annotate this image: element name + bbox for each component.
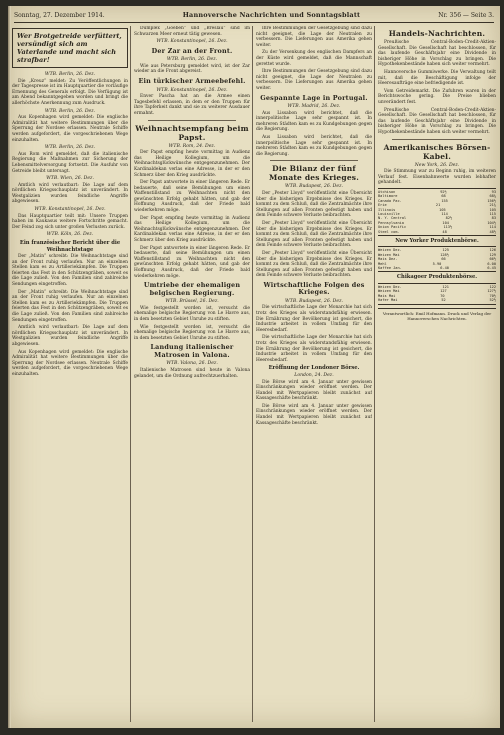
dateline: WTB. Budapest, 26. Dez.: [285, 298, 343, 304]
article-text: Der „Pester Lloyd“ veröffentlicht eine Übersicht über die bisherigen Ergebnisse des Krieges. Er kommt zu dem Schluß, daß die Zentralmächte ihre Stellungen auf allen Fronten gefestigt haben und dem Feinde schwere Verluste beibrachten.: [256, 220, 372, 249]
table-cell: Mais Dez.: [378, 257, 398, 262]
article-text: Ihre Bestimmungen der Gesetzgebung sind dazu nicht geeignet, die Lage der Neutralen zu verbessern. Die Lieferungen aus Amerika gehen weiter.: [256, 26, 372, 48]
produce-quote-table: [378, 246, 496, 272]
table-cell: 66: [441, 257, 446, 262]
dateline: WTB. Wien, 26. Dez.: [46, 176, 94, 182]
dateline: WTB. Konstantinopel, 26. Dez.: [156, 87, 228, 93]
column-rule: [130, 26, 131, 722]
section-headline: Handels-Nachrichten.: [388, 29, 486, 38]
article-text: Preußische Central-Boden-Credit-Aktien-Gesellschaft. Die Gesellschaft hat beschlossen, für das laufende Geschäftsjahr eine Dividende in bisheriger Höhe in Vorschlag zu bringen. Die Hypothekenbestände haben sich weiter vermehrt.: [378, 40, 496, 68]
section-separator: [392, 139, 482, 140]
table-cell: Atchison: [378, 189, 396, 194]
table-cell: 104½: [487, 220, 496, 225]
section-separator: [270, 160, 358, 161]
table-cell: Pennsylvania: [378, 220, 404, 225]
dateline: WTB. Konstantinopel, 26. Dez.: [156, 39, 228, 45]
table-cell: 6.45: [487, 266, 496, 271]
article-text: Der Papst antwortete in einer längeren Rede. Er bedauerte, daß seine Bemühungen um einen Waffenstillstand zu Weihnachten nicht den gewünschten Erfolg gehabt hätten, und gab der Hoffnung Ausdruck, daß der Friede bald wiederkehren möge.: [134, 245, 250, 279]
article-text: Der „Pester Lloyd“ veröffentlicht eine Übersicht über die bisherigen Ergebnisse des Krieges. Er kommt zu dem Schluß, daß die Zentralmächte ihre Stellungen auf allen Fronten gefestigt haben und dem Feinde schwere Verluste beibrachten.: [256, 190, 372, 219]
dateline: WTB. Madrid, 26. Dez.: [287, 104, 341, 110]
article-text: Der Papst antwortete in einer längeren Rede. Er bedauerte, daß seine Bemühungen um einen Waffenstillstand zu Weihnachten nicht den gewünschten Erfolg gehabt hätten, und gab der Hoffnung Ausdruck, daß der Friede bald wiederkehren möge.: [134, 180, 250, 214]
masthead: Hannoversche Nachrichten und Sonntagsblatt: [182, 11, 361, 19]
running-head: [14, 8, 494, 23]
article-headline: Der Zar an der Front.: [151, 46, 233, 55]
table-cell: 156½: [487, 198, 496, 203]
table-cell: 129: [489, 252, 496, 257]
article-headline: Wirtschaftliche Folgen des Krieges.: [263, 280, 365, 297]
article-headline: Eröffnung der Londoner Börse.: [268, 365, 360, 372]
article-headline: Die Bilanz der fünf Monate des Krieges.: [268, 164, 360, 183]
table-cell: 126: [489, 248, 496, 253]
article-text: Die Stimmung war zu Beginn ruhig, im weiteren Verlauf fest. Eisenbahnwerte wurden lebhafter gehandelt.: [378, 169, 496, 186]
article-text: Italienische Matrosen sind heute in Valona gelandet, um die Ordnung aufrechtzuerhalten.: [134, 367, 250, 379]
table-cell: 66½: [489, 257, 496, 262]
article-text: Die wirtschaftliche Lage der Monarchie hat sich trotz des Krieges als widerstandsfähig erwiesen. Die Ernährung der Bevölkerung ist gesichert, die Industrie arbeitet in vollem Umfang für den Heeresbedarf.: [256, 305, 372, 333]
table-cell: Canada Pac.: [378, 198, 402, 203]
article-text: Die Börse wird am 4. Januar unter gewissen Einschränkungen wieder eröffnet werden. Der Handel mit Wertpapieren bleibt zunächst auf Kassageschäfte beschränkt.: [256, 403, 372, 426]
table-cell: 105: [489, 207, 496, 212]
column-4: [378, 26, 496, 722]
column-3: [256, 26, 372, 722]
table-cell: Louisville: [378, 211, 400, 216]
article-text: Der „Pester Lloyd“ veröffentlicht eine Übersicht über die bisherigen Ergebnisse des Krieges. Er kommt zu dem Schluß, daß die Zentralmächte ihre Stellungen auf allen Fronten gefestigt haben und dem Feinde schwere Verluste beibrachten.: [256, 250, 372, 279]
table-headline: Chikagoer Produktenbörse.: [396, 274, 478, 281]
table-cell: 121: [442, 284, 449, 289]
dateline: New York, 26. Dez.: [414, 162, 460, 168]
dateline: WTB. Konstantinopel, 26. Dez.: [34, 207, 106, 213]
article-text: Zu der Versenkung des englischen Dampfers an der Küste wird gemeldet, daß die Mannschaft gerettet wurde.: [256, 50, 372, 67]
article-text: Der „Matin“ schreibt: Die Weihnachtstage sind an der Front ruhig verlaufen. Nur an einzelnen Stellen kam es zu Artilleriekämpfen. Die Truppen feierten das Fest in den Schützengräben, soweit es die Lage zuließ. Von den Familien sind zahlreiche Sendungen eingetroffen.: [12, 289, 128, 323]
article-text: Das Hauptquartier teilt mit: Unsere Truppen haben im Kaukasus weitere Fortschritte gemacht. Der Feind zog sich unter großen Verlusten zurück.: [12, 213, 128, 230]
dateline: WTB. Berlin, 26. Dez.: [44, 108, 96, 114]
table-cell: Weizen Dez.: [378, 284, 402, 289]
dateline: WTB. Berlin, 26. Dez.: [44, 72, 96, 77]
article-headline: Ein französischer Bericht über die Weihnachtstage: [19, 240, 121, 253]
article-text: Wie festgestellt worden ist, versucht die ehemalige belgische Regierung von Le Havre aus, in dem besetzten Gebiet Unruhe zu stiften.: [134, 305, 250, 322]
table-cell: Weizen Mai: [378, 289, 400, 294]
article-text: Ihre Bestimmungen der Gesetzgebung sind dazu nicht geeignet, die Lage der Neutralen zu verbessern. Die Lieferungen aus Amerika gehen weiter.: [256, 69, 372, 91]
dateline: WTB. Berlin, 26. Dez.: [166, 57, 218, 63]
table-cell: Union Pacific: [378, 225, 407, 230]
table-cell: Kaffee Jan.: [378, 266, 402, 271]
table-cell: 128½: [440, 252, 449, 257]
table-cell: 6.40: [440, 266, 449, 271]
column-1: [12, 26, 128, 722]
dateline: WTB. Budapest, 26. Dez.: [285, 184, 343, 190]
article-text: Der „Matin“ schreibt: Die Weihnachtstage sind an der Front ruhig verlaufen. Nur an einzelnen Stellen kam es zu Artilleriekämpfen. Die Truppen feierten das Fest in den Schützengräben, soweit es die Lage zuließ. Von den Familien sind zahlreiche Sendungen eingetroffen.: [12, 254, 128, 287]
produce-quote-table: [378, 283, 496, 305]
table-cell: Mais Mai: [378, 293, 396, 298]
article-text: Die wirtschaftliche Lage der Monarchie hat sich trotz des Krieges als widerstandsfähig erwiesen. Die Ernährung der Bevölkerung ist gesichert, die Industrie arbeitet in vollem Umfang für den Heeresbedarf.: [256, 335, 372, 363]
table-cell: 21: [435, 203, 441, 208]
dateline: WTB. Berlin, 26. Dez.: [44, 145, 96, 151]
article-text: Aus Kopenhagen wird gemeldet: Die englische Admiralität hat weitere Bestimmungen über die Sperrung der Nordsee erlassen. Neutrale Schiffe werden aufgefordert, die vorgeschriebenen Wege einzuhalten.: [12, 115, 128, 143]
table-row: [378, 266, 496, 270]
table-cell: 122: [489, 284, 496, 289]
dateline: WTB. Brüssel, 26. Dez.: [165, 299, 219, 305]
article-text: Amtlich wird verlautbart: Die Lage auf dem nördlichen Kriegsschauplatz ist unverändert. In Westgalizien wurden feindliche Angriffe abgewiesen.: [12, 325, 128, 347]
stock-quote-table: [378, 188, 496, 236]
boxed-notice: Wer Brotgetreide verfüttert, versündigt sich am Vaterlande und macht sich strafbar!: [12, 28, 128, 68]
article-text: Der Papst empfing heute vormittag in Audienz das Heilige Kollegium, um die Weihnachtsglückwünsche entgegenzunehmen. Der Kardinaldekan verlas eine Adresse, in der er den Schmerz über den Krieg ausdrückte.: [134, 215, 250, 244]
article-text: Aus Lissabon wird berichtet, daß die innerpolitische Lage sehr gespannt ist. In mehreren Städten kam es zu Kundgebungen gegen die Regierung.: [256, 110, 372, 133]
table-cell: 21¼: [489, 203, 496, 208]
table-cell: 70½: [489, 293, 496, 298]
article-headline: Landung italienischer Matrosen in Valona.: [150, 343, 234, 359]
table-cell: Illinois: [378, 207, 396, 212]
section-headline: Amerikanisches Börsen-Kabel.: [383, 142, 491, 161]
article-headline: Weihnachtsempfang beim Papst.: [135, 123, 249, 142]
table-cell: 83: [491, 216, 496, 221]
section-separator: [148, 120, 236, 121]
table-cell: 125: [442, 248, 449, 253]
table-cell: 93: [491, 189, 496, 194]
table-cell: Weizen Mai: [378, 252, 400, 257]
article-text: Hannoversche Gummiwerke. Die Verwaltung teilt mit, daß die Beschäftigung infolge der Heeresaufträge eine befriedigende ist.: [378, 69, 496, 87]
table-cell: 113½: [443, 225, 453, 230]
table-cell: Baltimore: [378, 194, 398, 199]
table-cell: Steel com.: [378, 229, 400, 234]
table-cell: Hafer Mai: [378, 298, 398, 303]
newspaper-page: [8, 6, 500, 728]
issue-date: Sonntag, 27. Dezember 1914.: [14, 11, 105, 19]
table-row: [378, 298, 496, 302]
article-text: Wie aus Petersburg gemeldet wird, ist der Zar wieder an die Front abgereist.: [134, 63, 250, 75]
article-text: Vom Getreidemarkt. Die Zufuhren waren in der Berichtswoche gering. Die Preise blieben unverändert fest.: [378, 88, 496, 105]
table-row: [378, 230, 496, 234]
page-number: Nr. 356 — Seite 3.: [438, 11, 494, 19]
table-cell: 68: [441, 194, 446, 199]
column-rule: [374, 26, 375, 722]
column-2: [134, 26, 250, 722]
column-rule: [252, 26, 253, 722]
dateline: WTB. Valona, 26. Dez.: [166, 361, 218, 367]
table-cell: 114: [441, 211, 448, 216]
table-cell: 52½: [489, 298, 496, 303]
table-cell: 52: [441, 298, 446, 303]
imprint: Verantwortlich: Emil Hofmann. Druck und Verlag der Hannoverschen Nachrichten.: [378, 308, 496, 321]
table-cell: 5.90: [432, 261, 442, 266]
article-text: Die Börse wird am 4. Januar unter gewissen Einschränkungen wieder eröffnet werden. Der Handel mit Wertpapieren bleibt zunächst auf Kassageschäfte beschränkt.: [256, 379, 372, 402]
table-cell: Erie: [378, 203, 387, 208]
article-text: Wie festgestellt worden ist, versucht die ehemalige belgische Regierung von Le Havre aus, in dem besetzten Gebiet Unruhe zu stiften.: [134, 324, 250, 341]
page-fold-shadow: [8, 6, 11, 728]
table-cell: 127: [440, 289, 447, 294]
dateline: London, 24. Dez.: [294, 372, 334, 378]
article-text: Die „Kreuz“ meldet: Zu Veröffentlichungen in der Tagespresse ist im Hauptquartier die vorläufige Ernennung des Generals erfolgt. Die Verfügung ist am Abend bekanntgegeben worden und bringt die allerhöchste Anerkennung zum Ausdruck.: [12, 78, 128, 106]
table-cell: 105: [439, 207, 446, 212]
article-text: Der Papst empfing heute vormittag in Audienz das Heilige Kollegium, um die Weihnachtsglückwünsche entgegenzunehmen. Der Kardinaldekan verlas eine Adresse, in der er den Schmerz über den Krieg ausdrückte.: [134, 150, 250, 178]
table-cell: 155: [441, 198, 448, 203]
table-cell: Weizen Dez.: [378, 248, 402, 253]
article-text: Preußische Central-Boden-Credit-Aktien-Gesellschaft. Die Gesellschaft hat beschlossen, für das laufende Geschäftsjahr eine Dividende in bisheriger Höhe in Vorschlag zu bringen. Die Hypothekenbestände haben sich weiter vermehrt.: [378, 107, 496, 135]
table-cell: Mehl: [378, 261, 387, 266]
article-headline: Ein türkischer Armeebefehl.: [138, 77, 246, 86]
article-text: Amtlich wird verlautbart: Die Lage auf dem nördlichen Kriegsschauplatz ist unverändert. In Westgalizien wurden feindliche Angriffe abgewiesen.: [12, 182, 128, 205]
article-headline: Umtriebe der ehemaligen belgischen Regierung.: [143, 281, 241, 297]
article-text: Aus Lissabon wird berichtet, daß die innerpolitische Lage sehr gespannt ist. In mehreren Städten kam es zu Kundgebungen gegen die Regierung.: [256, 135, 372, 157]
table-cell: 48: [442, 229, 447, 234]
article-text: Enver Pascha hat an die Armee einen Tagesbefehl erlassen, in dem er den Truppen für ihre Tapferkeit dankt und sie zu weiterer Ausdauer ermahnt.: [134, 94, 250, 116]
table-headline: New Yorker Produktenbörse.: [395, 237, 479, 244]
article-text: Aus Rom wird gemeldet, daß die italienische Regierung die Maßnahmen zur Sicherung der Lebensmittelversorgung fortsetzt. Die Ausfuhr von Getreide bleibt untersagt.: [12, 151, 128, 174]
article-text: Dumplex „Goeben“ und „Breslau“ sind im Schwarzen Meer erneut tätig gewesen.: [134, 26, 250, 37]
table-cell: 6.00: [487, 261, 496, 266]
dateline: WTB. Rom, 24. Dez.: [168, 143, 216, 149]
table-cell: 48½: [489, 229, 496, 234]
table-cell: 104: [442, 220, 449, 225]
table-cell: 92½: [440, 189, 447, 194]
dateline: WTB. Köln, 26. Dez.: [46, 232, 94, 238]
table-cell: N. Y. Central: [378, 216, 407, 221]
table-cell: 68¼: [489, 194, 496, 199]
table-cell: 82½: [445, 216, 453, 221]
table-cell: 114: [489, 225, 496, 230]
article-headline: Gespannte Lage in Portugal.: [260, 93, 368, 102]
article-text: Aus Kopenhagen wird gemeldet: Die englische Admiralität hat weitere Bestimmungen über die Sperrung der Nordsee erlassen. Neutrale Schiffe werden aufgefordert, die vorgeschriebenen Wege einzuhalten.: [12, 349, 128, 377]
table-cell: 115: [489, 211, 496, 216]
table-cell: 70: [440, 293, 445, 298]
table-cell: 127½: [487, 289, 496, 294]
